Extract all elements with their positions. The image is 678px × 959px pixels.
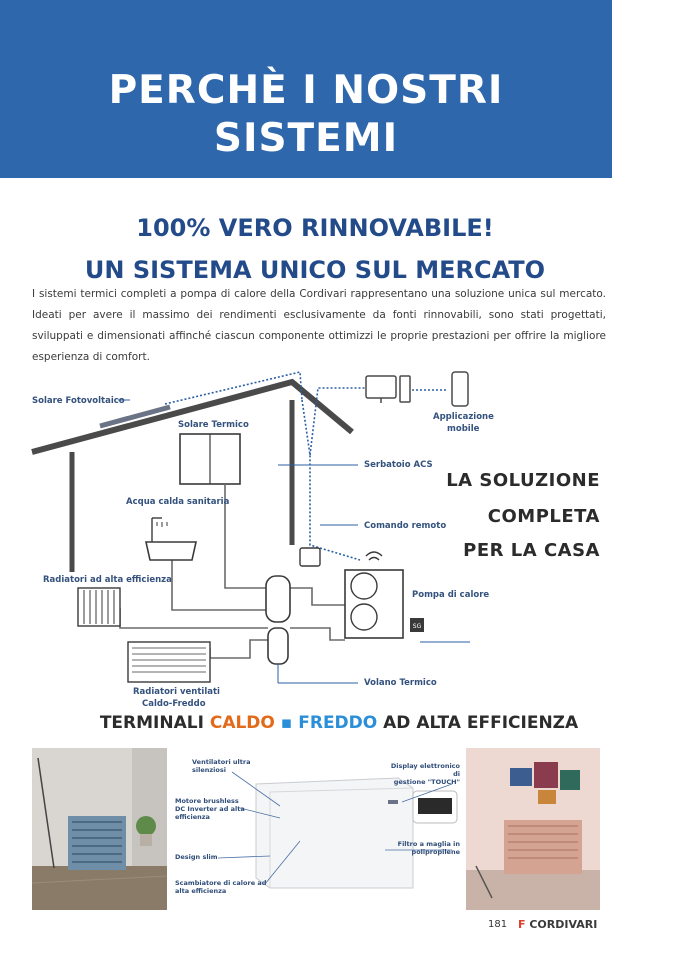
radiator-photo-right [504,820,582,874]
wifi-icon [366,552,382,560]
label-caldo-freddo: Caldo-Freddo [142,699,206,709]
label-acqua-calda: Acqua calda sanitaria [126,497,230,507]
computer-icon [366,376,396,398]
label-volano-termico: Volano Termico [364,678,437,688]
label-pompa-di-calore: Pompa di calore [412,590,490,600]
label-filtro: Filtro a maglia in polipropilene [397,840,460,856]
pc-tower-icon [400,376,410,402]
room-photo-left [32,748,167,910]
svg-text:SG: SG [412,623,422,630]
banner-title-line1: PERCHÈ I NOSTRI [108,68,504,113]
plant-icon [136,816,156,836]
intro-paragraph: I sistemi termici completi a pompa di calore della Cordivari rappresentano una soluzione unica sul mercato. Ideati per avere il massimo dei rendimenti esclusivamente da fonti rinnovabili, sono stati progettati, sviluppati e dimensionati affinché ciascun componente ottimizzi le proprie prestazioni per offrire la migliore esperienza di comfort. [32,288,606,363]
label-comando-remoto: Comando remoto [364,521,447,531]
heat-pump-icon [345,570,403,638]
banner-title-line2: SISTEMI [213,116,399,161]
label-mobile: mobile [447,424,480,434]
label-display: Display elettronico di gestione "TOUCH" [390,762,460,786]
label-radiatori-ventilati: Radiatori ventilati [133,687,220,697]
terminali-freddo: FREDDO [298,713,378,733]
thermostat-icon [300,548,320,566]
label-radiatori: Radiatori ad alta efficienza [43,575,172,585]
brand-logo: F CORDIVARI [518,918,598,931]
room-photo-right [466,748,600,910]
label-solare-termico: Solare Termico [178,420,249,430]
acs-tank-icon [266,576,290,622]
label-serbatoio-acs: Serbatoio ACS [364,460,433,470]
label-applicazione: Applicazione [433,412,494,422]
brand-mark-icon: F [518,918,526,931]
label-ventilatori: Ventilatori ultra silenziosi [192,758,251,774]
headline-line1: 100% VERO RINNOVABILE! [136,214,494,242]
headline-line2: UN SISTEMA UNICO SUL MERCATO [84,256,546,284]
title-banner [0,0,612,178]
label-motore: Motore brushless DC Inverter ad alta efficienza [175,797,245,821]
soluzione-line2: COMPLETA [487,506,600,527]
terminali-caldo: CALDO [209,713,275,733]
page-number: 181 [488,919,508,930]
painting-icon [510,768,532,786]
buffer-tank-icon [268,628,288,664]
smartphone-icon [452,372,468,406]
soluzione-line3: PER LA CASA [463,540,600,561]
label-solare-fotovoltaico: Solare Fotovoltaico [32,396,125,406]
label-design-slim: Design slim [175,853,218,861]
soluzione-line1: LA SOLUZIONE [446,470,600,491]
terminali-heading: TERMINALI CALDO ▪ FREDDO AD ALTA EFFICIENZA [99,713,579,733]
bathtub-icon [146,542,196,560]
house-diagram [0,360,678,705]
label-scambiatore: Scambiatore di calore ad alta efficienza [175,879,267,895]
